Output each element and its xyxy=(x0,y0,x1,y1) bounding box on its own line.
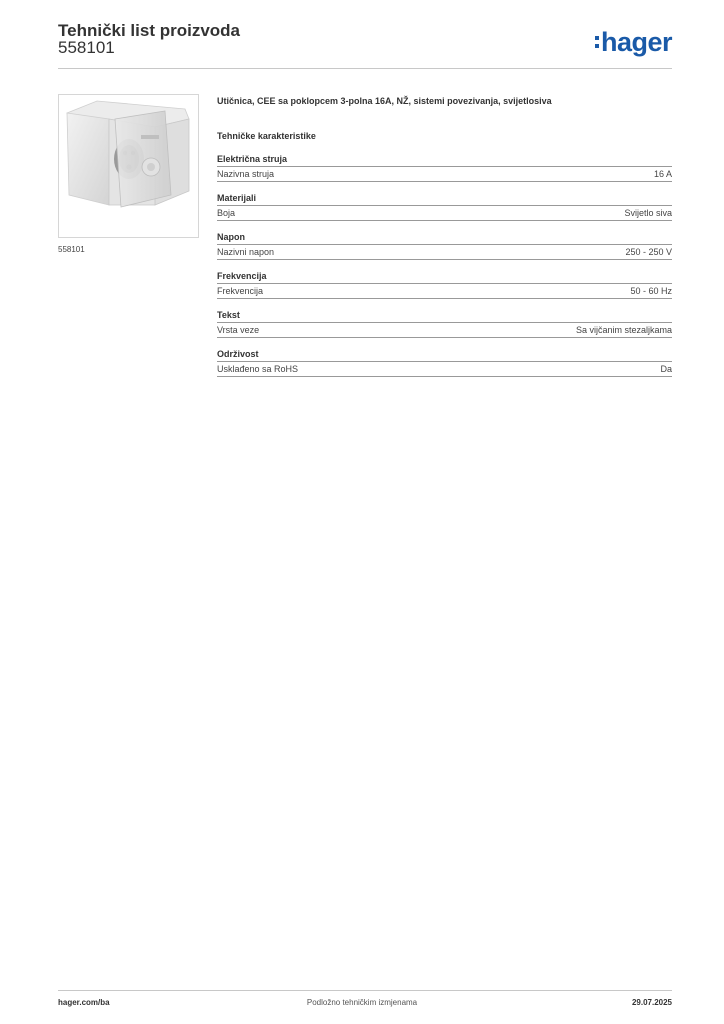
spec-value: 50 - 60 Hz xyxy=(630,286,672,296)
spec-row xyxy=(217,362,672,377)
group-title: Frekvencija xyxy=(217,271,672,284)
group-title: Materijali xyxy=(217,193,672,206)
group-title: Napon xyxy=(217,232,672,245)
spec-row xyxy=(217,206,672,221)
spec-value: Sa vijčanim stezaljkama xyxy=(575,325,672,335)
group-title: Tekst xyxy=(217,310,672,323)
spec-group-sustainability xyxy=(217,349,672,377)
spec-group-materials xyxy=(217,193,672,221)
spec-value: Svijetlo siva xyxy=(624,208,672,218)
spec-value: Da xyxy=(660,364,672,374)
logo-dots-icon xyxy=(595,34,599,50)
footer-date: 29.07.2025 xyxy=(631,998,672,1007)
spec-content xyxy=(217,96,672,388)
spec-label: Frekvencija xyxy=(217,286,264,296)
spec-group-voltage xyxy=(217,232,672,260)
section-title: Tehničke karakteristike xyxy=(217,131,316,141)
spec-row xyxy=(217,323,672,338)
footer-note: Podložno tehničkim izmjenama xyxy=(306,998,418,1007)
spec-group-text xyxy=(217,310,672,338)
logo-text: hager xyxy=(600,26,672,57)
spec-row xyxy=(217,167,672,182)
spec-value: 250 - 250 V xyxy=(625,247,672,257)
spec-row xyxy=(217,245,672,260)
footer-website[interactable]: hager.com/ba xyxy=(58,998,110,1007)
spec-label: Vrsta veze xyxy=(217,325,260,335)
header-divider xyxy=(58,68,672,69)
footer-divider xyxy=(58,990,672,991)
hager-logo xyxy=(595,26,672,58)
spec-label: Usklađeno sa RoHS xyxy=(217,364,299,374)
image-caption: 558101 xyxy=(58,245,85,254)
spec-group-frequency xyxy=(217,271,672,299)
group-title: Električna struja xyxy=(217,154,672,167)
spec-group-electric-current xyxy=(217,154,672,182)
spec-label: Nazivni napon xyxy=(217,247,275,257)
group-title: Održivost xyxy=(217,349,672,362)
spec-label: Nazivna struja xyxy=(217,169,275,179)
product-description: Utičnica, CEE sa poklopcem 3-polna 16A, NŽ, sistemi povezivanja, svijetlosiva xyxy=(217,96,552,106)
document-title: Tehnički list proizvoda xyxy=(58,21,240,40)
product-code: 558101 xyxy=(58,38,115,57)
socket-illustration xyxy=(59,95,198,237)
spec-row xyxy=(217,284,672,299)
product-image xyxy=(58,94,199,238)
spec-value: 16 A xyxy=(653,169,672,179)
spec-label: Boja xyxy=(217,208,236,218)
